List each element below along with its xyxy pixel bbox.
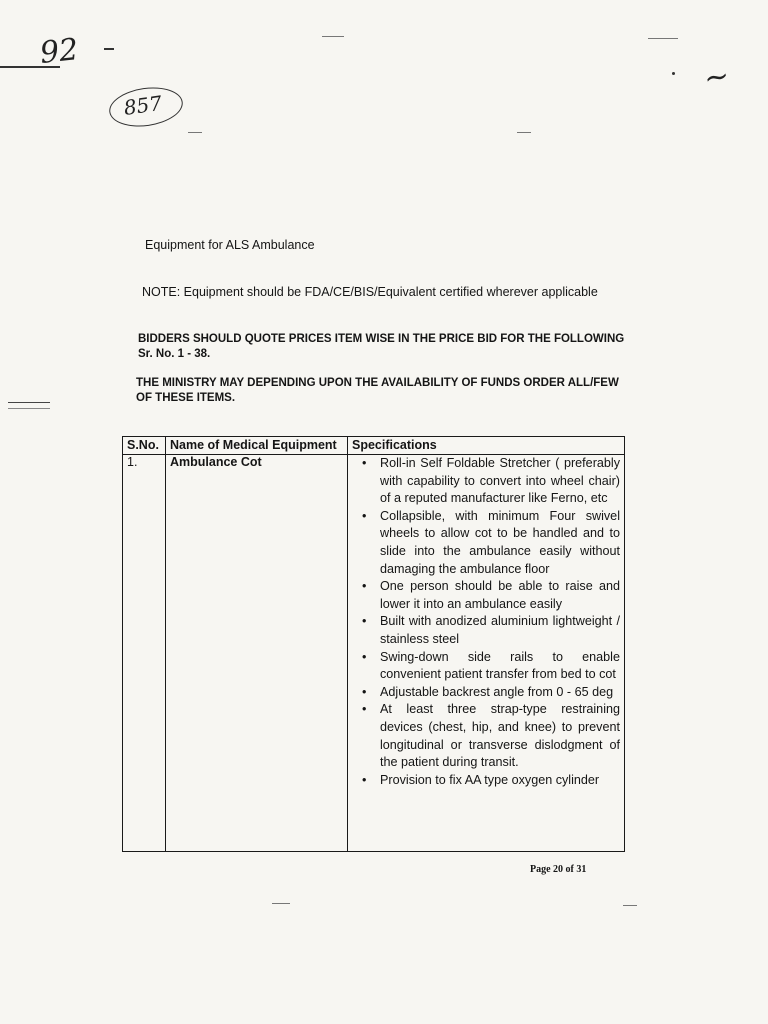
handwritten-page-number: 92: [38, 32, 80, 71]
scan-speck: [8, 408, 50, 409]
equipment-table: [122, 436, 625, 852]
table-row: [123, 455, 625, 852]
cell-specifications: [348, 455, 625, 852]
spec-item: • One person should be able to raise and lower it into an ambulance easily: [352, 578, 620, 613]
spec-item: • Roll-in Self Foldable Stretcher ( preferably with capability to convert into wheel chair) of a reputed manufacturer like Ferno, etc: [352, 455, 620, 508]
certification-note: NOTE: Equipment should be FDA/CE/BIS/Equivalent certified wherever applicable: [142, 285, 598, 299]
spec-item: • Adjustable backrest angle from 0 - 65 deg: [352, 684, 620, 702]
bidders-notice: BIDDERS SHOULD QUOTE PRICES ITEM WISE IN THE PRICE BID FOR THE FOLLOWING Sr. No. 1 - 38.: [138, 333, 625, 360]
document-heading: Equipment for ALS Ambulance: [145, 238, 315, 252]
header-specifications: Specifications: [348, 437, 625, 455]
spec-item: • At least three strap-type restraining devices (chest, hip, and knee) to prevent longitudinal or transverse dislodgment of the patient during transit.: [352, 701, 620, 771]
scan-speck: [8, 402, 50, 403]
handwritten-dash: [104, 48, 114, 50]
ink-dot: [672, 72, 675, 75]
scan-speck: [188, 132, 202, 133]
handwritten-tick-icon: ~: [701, 58, 732, 97]
spec-item: • Swing-down side rails to enable convenient patient transfer from bed to cot: [352, 649, 620, 684]
cell-equipment-name: Ambulance Cot: [166, 455, 348, 852]
table-header-row: [123, 437, 625, 455]
scan-speck: [272, 903, 290, 904]
scan-speck: [623, 905, 637, 906]
spec-list: [352, 455, 620, 789]
spec-item: • Built with anodized aluminium lightweight / stainless steel: [352, 613, 620, 648]
page-number: Page 20 of 31: [530, 864, 587, 875]
header-equipment-name: Name of Medical Equipment: [166, 437, 348, 455]
spec-item: • Collapsible, with minimum Four swivel wheels to allow cot to be handled and to slide into the ambulance easily without damaging the ambulance floor: [352, 508, 620, 578]
header-sno: S.No.: [123, 437, 166, 455]
scan-speck: [648, 38, 678, 39]
scan-speck: [322, 36, 344, 37]
handwritten-stamp-number: 857: [122, 90, 164, 120]
cell-sno: 1.: [123, 455, 166, 852]
scan-speck: [517, 132, 531, 133]
spec-item: • Provision to fix AA type oxygen cylinder: [352, 772, 620, 790]
handwritten-stamp-circle: [107, 83, 186, 131]
ministry-notice: THE MINISTRY MAY DEPENDING UPON THE AVAILABILITY OF FUNDS ORDER ALL/FEW OF THESE ITEMS.: [136, 377, 619, 404]
